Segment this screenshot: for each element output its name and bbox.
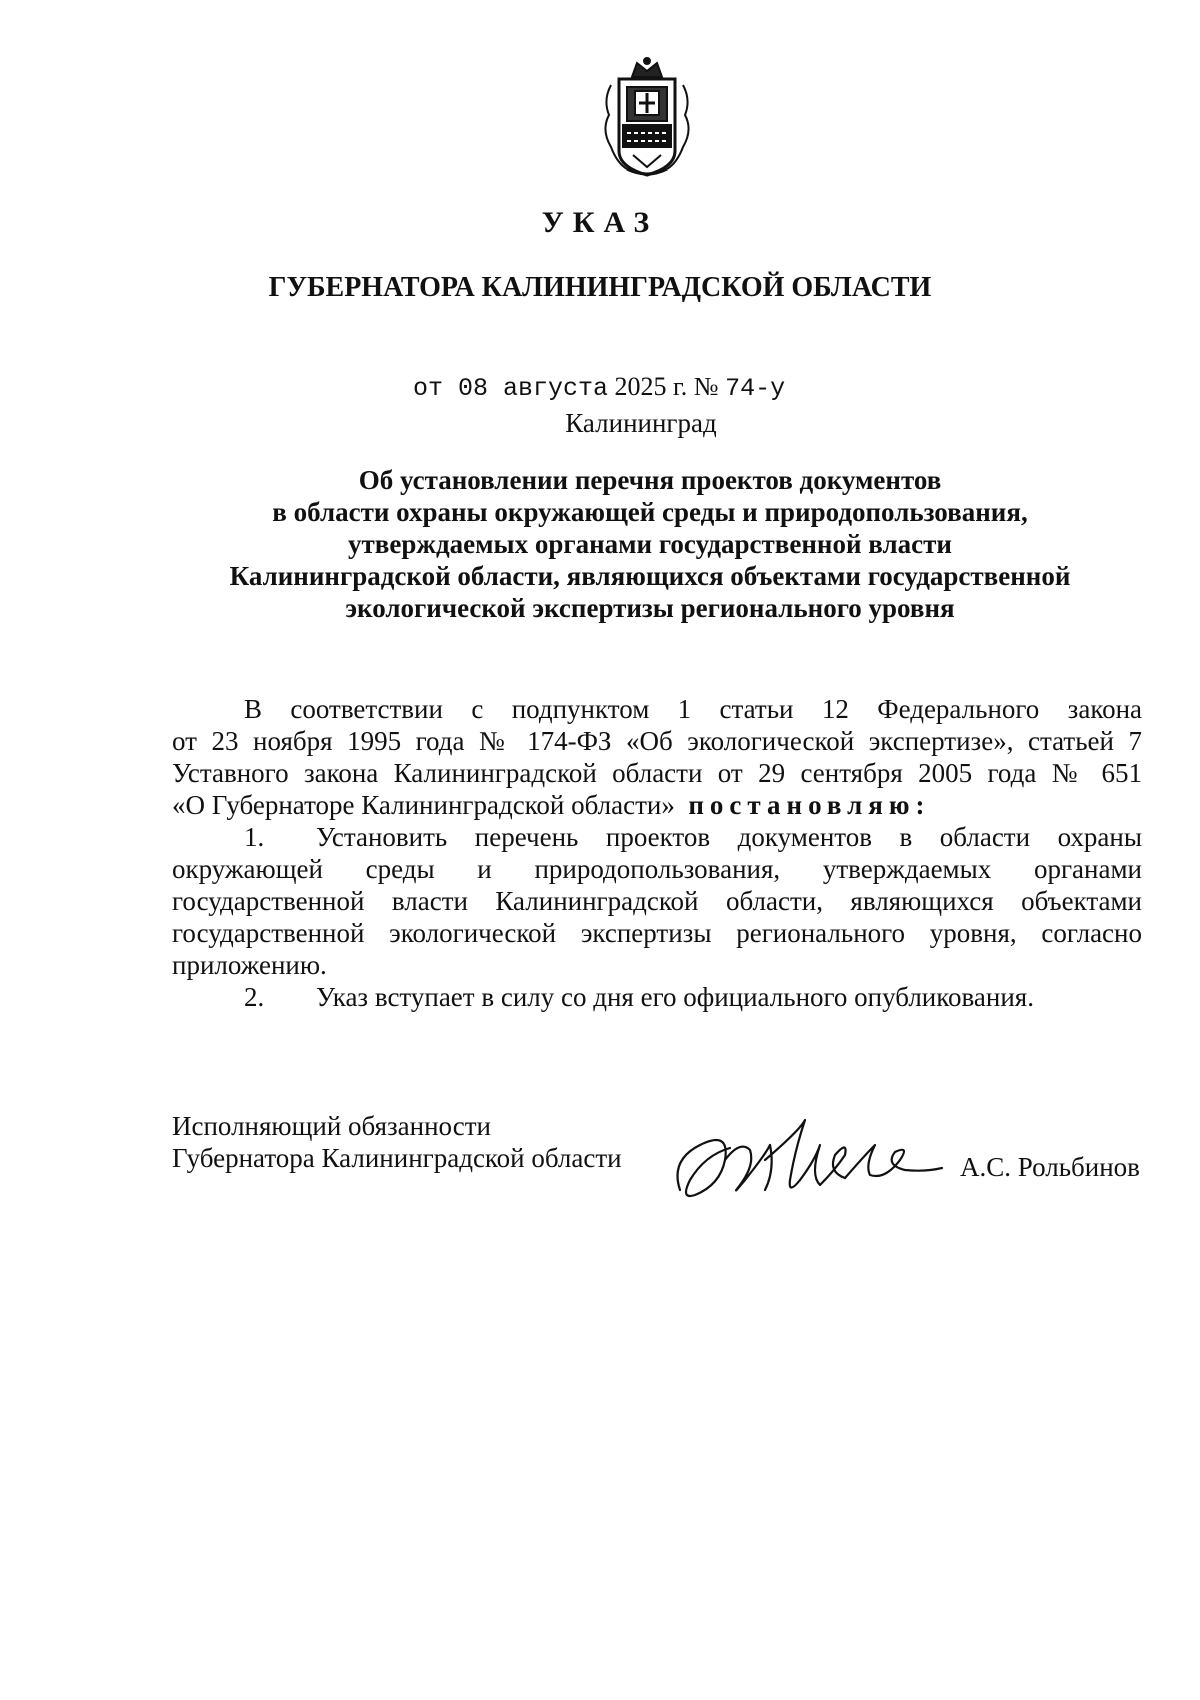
document-year: 2025 г. [614,372,688,401]
handwritten-signature-icon [670,1100,950,1210]
date-number-line [413,372,785,403]
number-sign: № [693,372,719,401]
preamble-line: «О Губернаторе Калининградской области» [172,790,675,820]
title-line: в области охраны окружающей среды и природопользования, [272,497,1028,527]
title-line: утверждаемых органами государственной власти [348,529,952,559]
item-number: 1. [244,822,265,852]
issuer-title: ГУБЕРНАТОРА КАЛИНИНГРАДСКОЙ ОБЛАСТИ [268,272,932,303]
preamble-line: Уставного закона Калининградской области от 29 сентября 2005 года № 651 [172,758,1142,788]
item-1-line: приложению. [172,950,327,980]
preamble-last-line [172,789,1142,821]
document-number: 74-у [725,374,786,403]
item-1-line: государственной власти Калининградской области, являющихся объектами [172,886,1142,916]
title-line: экологической экспертизы регионального уровня [345,593,955,623]
position-line: Исполняющий обязанности [172,1111,491,1141]
title-line: Калининградской области, являющихся объектами государственной [229,561,1071,591]
title-line: Об установлении перечня проектов документов [358,465,942,495]
item-number: 2. [244,982,265,1012]
item-1-first-line [172,821,1142,853]
document-type: УКАЗ [541,206,659,239]
document-city: Калининград [565,408,717,438]
document-date: от 08 августа [413,374,609,403]
document-body [172,693,1142,1013]
item-text: Указ вступает в силу со дня его официального опубликования. [316,982,1034,1012]
item-1-line: государственной экологической экспертизы регионального уровня, согласно [172,918,1142,948]
coat-of-arms-icon [597,55,697,185]
preamble-line: от 23 ноября 1995 года № 174-ФЗ «Об экологической экспертизе», статьей 7 [172,726,1142,756]
signature-position [172,1110,622,1174]
decree-word: постановляю: [688,790,931,820]
document-title [150,464,1150,624]
item-2-line [172,981,1142,1013]
signer-name: А.С. Рольбинов [960,1152,1140,1182]
item-1-line: окружающей среды и природопользования, утверждаемых органами [172,854,1142,884]
position-line: Губернатора Калининградской области [172,1143,622,1173]
preamble-line: В соответствии с подпунктом 1 статьи 12 Федерального закона [244,694,1142,724]
item-text: Установить перечень проектов документов в области охраны [316,822,1142,852]
